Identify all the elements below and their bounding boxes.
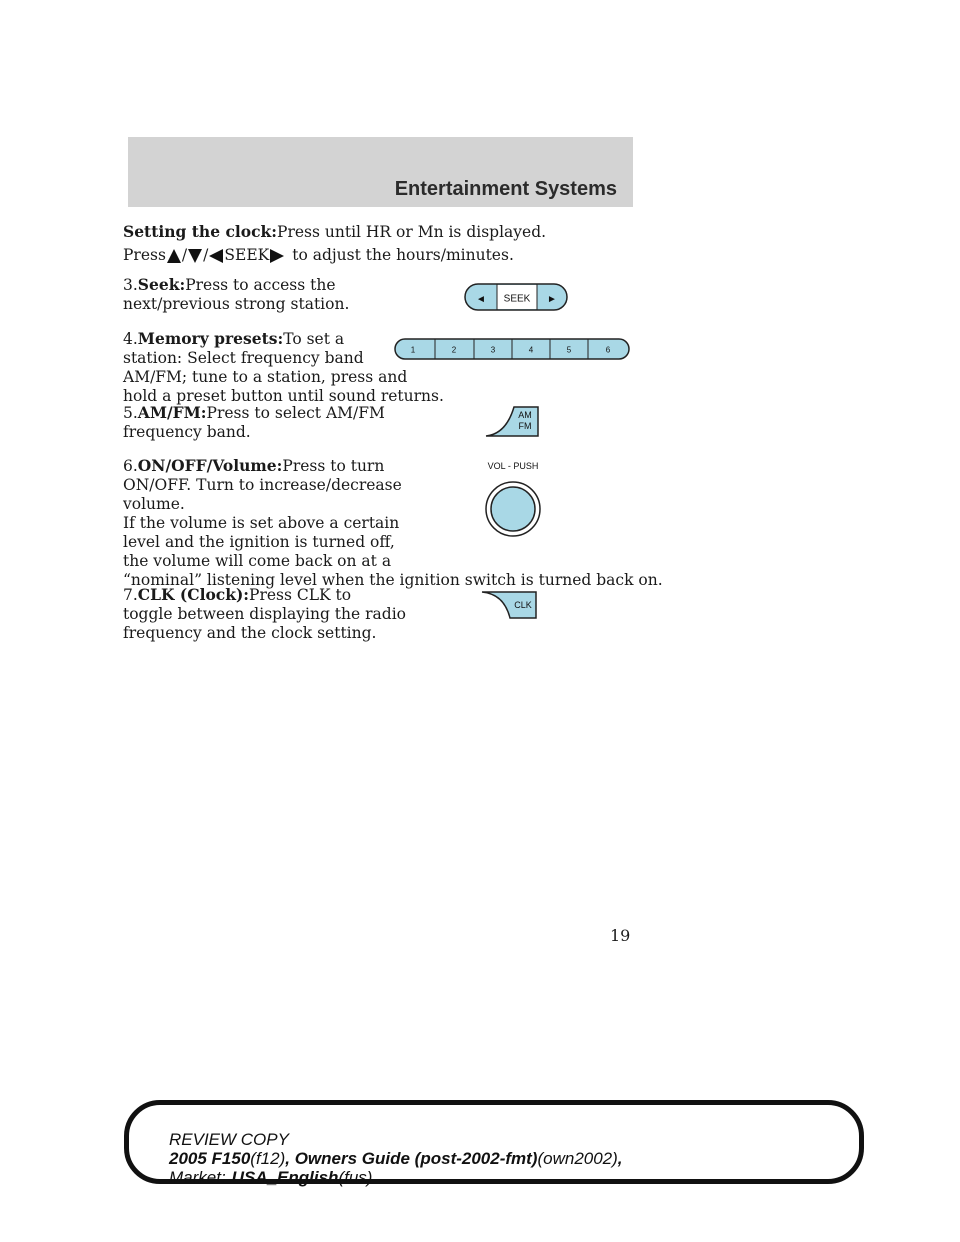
seek-right-arrow-icon: ►	[547, 294, 557, 305]
item-line: station: Select frequency band	[123, 349, 364, 367]
am-fm-button-illustration	[484, 405, 540, 437]
section-title: Entertainment Systems	[394, 178, 617, 200]
volume-knob-illustration	[480, 460, 546, 538]
item-line: toggle between displaying the radio	[123, 605, 406, 623]
item-heading: AM/FM:	[137, 403, 207, 422]
clock-text: Press until HR or Mn is displayed.	[277, 223, 547, 241]
footer-market-code: (fus)	[338, 1168, 373, 1187]
seek-button-illustration	[464, 283, 568, 311]
clock-paragraph	[123, 222, 546, 242]
item-line: next/previous strong station.	[123, 295, 350, 313]
footer-comma: ,	[617, 1149, 623, 1168]
item-heading: Memory presets:	[137, 329, 284, 348]
review-copy-footer	[124, 1100, 864, 1187]
right-arrow-icon	[270, 249, 284, 263]
item-line: ON/OFF. Turn to increase/decrease	[123, 476, 402, 494]
item-line: If the volume is set above a certain	[123, 514, 400, 532]
footer-guide: , Owners Guide (post-2002-fmt)	[285, 1149, 538, 1168]
item-heading: CLK (Clock):	[137, 585, 250, 604]
fm-label: FM	[518, 421, 532, 431]
item-number: 3.	[123, 276, 138, 294]
slash: /	[203, 246, 209, 264]
footer-line-1: REVIEW COPY	[169, 1130, 289, 1149]
preset-1: 1	[410, 345, 416, 355]
page-number: 19	[610, 926, 631, 945]
clock-heading: Setting the clock:	[123, 222, 278, 241]
preset-4: 4	[528, 345, 534, 355]
footer-market-label: Market:	[169, 1168, 226, 1187]
footer-model-code: (f12)	[250, 1149, 286, 1168]
item-volume	[123, 456, 663, 590]
seek-label: SEEK	[503, 293, 531, 305]
item-line: Press CLK to	[249, 586, 352, 604]
up-arrow-icon	[167, 249, 181, 263]
item-number: 6.	[123, 457, 138, 475]
item-clk	[123, 585, 406, 643]
press-prefix: Press	[123, 246, 166, 264]
item-line: level and the ignition is turned off,	[123, 533, 395, 551]
preset-5: 5	[566, 345, 572, 355]
seek-left-arrow-icon: ◄	[476, 294, 486, 305]
item-line: volume.	[123, 495, 185, 513]
item-line: hold a preset button until sound returns.	[123, 387, 444, 405]
preset-3: 3	[490, 345, 496, 355]
item-number: 4.	[123, 330, 138, 348]
clk-button-illustration	[480, 590, 540, 620]
item-seek	[123, 275, 349, 314]
item-am-fm	[123, 403, 385, 442]
item-line: Press to turn	[282, 457, 385, 475]
item-heading: Seek:	[137, 275, 186, 294]
item-line: AM/FM; tune to a station, press and	[123, 368, 408, 386]
left-arrow-icon	[209, 249, 223, 263]
footer-guide-code: (own2002)	[537, 1149, 618, 1168]
item-line: Press to select AM/FM	[206, 404, 385, 422]
down-arrow-icon	[188, 249, 202, 263]
seek-word: SEEK	[224, 246, 270, 264]
preset-6: 6	[605, 345, 611, 355]
item-line: To set a	[283, 330, 345, 348]
item-heading: ON/OFF/Volume:	[137, 456, 283, 475]
preset-2: 2	[451, 345, 457, 355]
footer-line-3	[169, 1168, 859, 1187]
slash: /	[181, 246, 188, 264]
footer-market: USA_English	[231, 1168, 339, 1187]
item-line: frequency band.	[123, 423, 251, 441]
footer-line-2	[169, 1149, 859, 1168]
press-suffix: to adjust the hours/minutes.	[292, 246, 514, 264]
item-line: “nominal” listening level when the ignition switch is turned back on.	[123, 571, 663, 589]
footer-model: 2005 F150	[169, 1149, 251, 1168]
item-number: 5.	[123, 404, 138, 422]
volume-label: VOL - PUSH	[487, 461, 539, 471]
clk-label: CLK	[514, 600, 532, 610]
clock-press-line	[123, 246, 514, 265]
section-header-band	[128, 137, 633, 207]
presets-illustration	[394, 338, 630, 360]
am-label: AM	[518, 410, 532, 420]
item-number: 7.	[123, 586, 138, 604]
item-line: the volume will come back on at a	[123, 552, 392, 570]
item-line: frequency and the clock setting.	[123, 624, 377, 642]
item-line: Press to access the	[185, 276, 336, 294]
